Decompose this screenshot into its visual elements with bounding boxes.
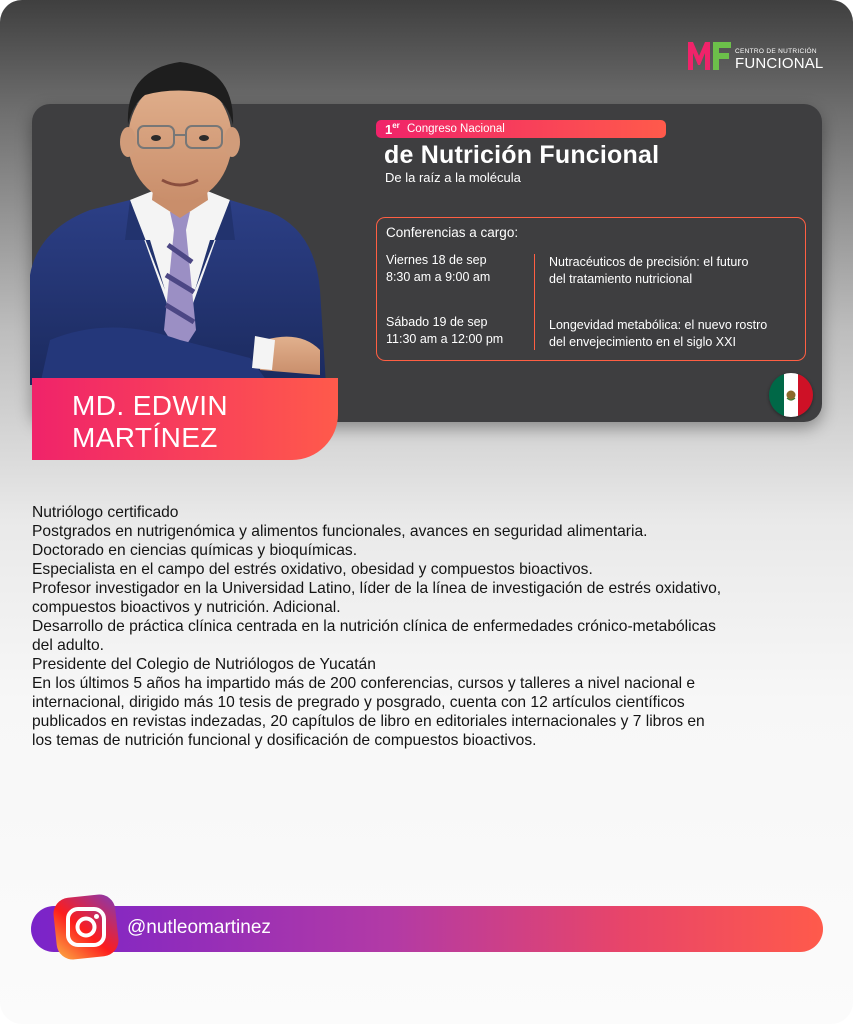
speaker-name-line-1: MD. EDWIN [72, 390, 229, 421]
conference-1-datetime [386, 252, 490, 286]
conference-2-day: Sábado 19 de sep [386, 315, 488, 329]
bio-line: internacional, dirigido más 10 tesis de pregrado y posgrado, cuenta con 12 artículos científicos [32, 694, 685, 711]
speaker-name-line-2: MARTÍNEZ [72, 422, 218, 453]
conference-2-title-line-2: del envejecimiento en el siglo XXI [549, 335, 736, 349]
logo-small-text: CENTRO DE NUTRICIÓN [735, 48, 817, 55]
congress-ordinal-number: 1 [385, 122, 393, 137]
conference-1-title [549, 254, 748, 288]
congress-ordinal-suffix: er [392, 121, 400, 130]
bio-line: del adulto. [32, 637, 104, 654]
bio-line: compuestos bioactivos y nutrición. Adicional. [32, 599, 341, 616]
conference-2-datetime [386, 314, 503, 348]
brand-logo [686, 38, 826, 74]
conference-2-title [549, 317, 767, 351]
conference-1-day: Viernes 18 de sep [386, 253, 487, 267]
bio-line: Especialista en el campo del estrés oxidativo, obesidad y compuestos bioactivos. [32, 561, 593, 578]
bio-line: los temas de nutrición funcional y dosificación de compuestos bioactivos. [32, 732, 537, 749]
logo-mark-icon [686, 38, 732, 72]
bio-line: publicados en revistas indezadas, 20 capítulos de libro en editoriales internacionales y 7 libros en [32, 713, 705, 730]
logo-big-text: FUNCIONAL [735, 55, 824, 72]
mexico-flag-icon [769, 373, 813, 417]
conferences-divider [534, 254, 535, 350]
conference-1-title-line-2: del tratamiento nutricional [549, 272, 693, 286]
speaker-name-banner [32, 378, 338, 460]
bio-line: Presidente del Colegio de Nutriólogos de Yucatán [32, 656, 376, 673]
instagram-icon[interactable] [52, 893, 120, 961]
speaker-bio [32, 503, 832, 750]
conference-1-title-line-1: Nutracéuticos de precisión: el futuro [549, 255, 749, 269]
conferences-heading: Conferencias a cargo: [386, 225, 519, 240]
congress-subtitle: De la raíz a la molécula [385, 170, 521, 185]
bio-line: Doctorado en ciencias químicas y bioquímicas. [32, 542, 358, 559]
bio-line: Profesor investigador en la Universidad Latino, líder de la línea de investigación de estrés oxidativo, [32, 580, 722, 597]
bio-line: Nutriólogo certificado [32, 504, 179, 521]
conference-1-time: 8:30 am a 9:00 am [386, 270, 491, 284]
bio-line: En los últimos 5 años ha impartido más de 200 conferencias, cursos y talleres a nivel nacional e [32, 675, 696, 692]
congress-ordinal [385, 121, 400, 137]
instagram-handle[interactable]: @nutleomartinez [127, 917, 271, 938]
congress-title: de Nutrición Funcional [384, 141, 660, 169]
conference-2-title-line-1: Longevidad metabólica: el nuevo rostro [549, 318, 768, 332]
bio-line: Postgrados en nutrigenómica y alimentos funcionales, avances en seguridad alimentaria. [32, 523, 648, 540]
speaker-photo [30, 40, 330, 385]
congress-label: Congreso Nacional [407, 123, 505, 135]
bio-line: Desarrollo de práctica clínica centrada en la nutrición clínica de enfermedades crónico-metabólicas [32, 618, 716, 635]
conference-2-time: 11:30 am a 12:00 pm [386, 332, 504, 346]
